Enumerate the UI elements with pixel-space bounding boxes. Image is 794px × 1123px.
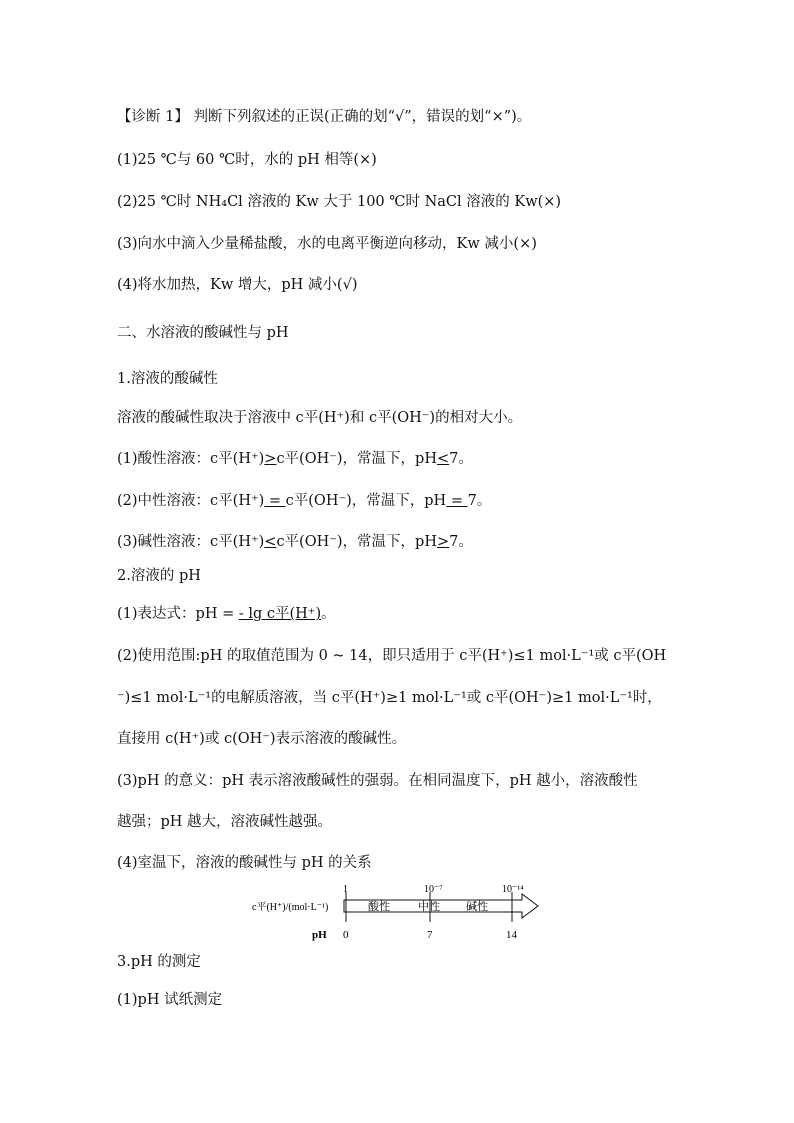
ph-paper-line: (1)pH 试纸测定 bbox=[117, 992, 223, 1008]
top-tick-label: 10⁻⁷ bbox=[424, 884, 443, 895]
bottom-tick-label: 7 bbox=[427, 929, 433, 941]
subheading-ph-measurement: 3.pH 的测定 bbox=[117, 954, 201, 970]
answer-blank: = bbox=[264, 493, 286, 509]
ph-meaning-line-1: (3)pH 的意义：pH 表示溶液酸碱性的强弱。在相同温度下，pH 越小，溶液酸性 bbox=[117, 773, 638, 789]
ph-expression-line: (1)表达式：pH = - lg c平(H⁺)。 bbox=[117, 606, 336, 622]
ph-range-line-1: (2)使用范围:pH 的取值范围为 0 ~ 14，即只适用于 c平(H⁺)≤1 mol·L⁻¹或 c平(OH bbox=[117, 648, 667, 664]
neutral-solution-line: (2)中性溶液：c平(H⁺) = c平(OH⁻)，常温下，pH = 7。 bbox=[117, 493, 492, 509]
answer-blank: < bbox=[437, 451, 450, 467]
item-1: (1)25 ℃与 60 ℃时，水的 pH 相等(×) bbox=[117, 152, 377, 168]
answer-blank: - lg c平(H⁺) bbox=[238, 606, 322, 622]
acidic-solution-line: (1)酸性溶液：c平(H⁺)>c平(OH⁻)，常温下，pH<7。 bbox=[117, 451, 473, 467]
acidity-description: 溶液的酸碱性取决于溶液中 c平(H⁺)和 c平(OH⁻)的相对大小。 bbox=[117, 410, 523, 426]
subheading-ph: 2.溶液的 pH bbox=[117, 568, 201, 584]
ph-scale-diagram bbox=[252, 882, 552, 944]
ph-relation-line: (4)室温下，溶液的酸碱性与 pH 的关系 bbox=[117, 855, 372, 871]
region-label-acidic: 酸性 bbox=[368, 901, 390, 913]
item-3: (3)向水中滴入少量稀盐酸，水的电离平衡逆向移动，Kw 减小(×) bbox=[117, 236, 537, 252]
ph-range-line-2: ⁻)≤1 mol·L⁻¹的电解质溶液，当 c平(H⁺)≥1 mol·L⁻¹或 c平(OH⁻)≥1 mol·L⁻¹时， bbox=[117, 690, 662, 706]
bottom-tick-label: 14 bbox=[506, 929, 517, 941]
answer-blank: < bbox=[264, 534, 277, 550]
top-tick-label: 10⁻¹⁴ bbox=[502, 884, 524, 895]
top-tick-label: 1 bbox=[343, 884, 348, 895]
region-label-basic: 碱性 bbox=[466, 901, 488, 913]
basic-solution-line: (3)碱性溶液：c平(H⁺)<c平(OH⁻)，常温下，pH>7。 bbox=[117, 534, 473, 550]
item-2: (2)25 ℃时 NH₄Cl 溶液的 Kw 大于 100 ℃时 NaCl 溶液的 Kw(×) bbox=[117, 194, 562, 210]
item-4: (4)将水加热，Kw 增大，pH 减小(√) bbox=[117, 277, 358, 293]
bottom-tick-label: 0 bbox=[343, 929, 349, 941]
subheading-acidity: 1.溶液的酸碱性 bbox=[117, 371, 218, 387]
answer-blank: > bbox=[437, 534, 450, 550]
diagnosis-heading: 【诊断 1】 判断下列叙述的正误(正确的划“√”，错误的划“×”)。 bbox=[117, 109, 532, 125]
ph-axis-label: pH bbox=[312, 929, 327, 941]
concentration-axis-label: c平(H⁺)/(mol·L⁻¹) bbox=[252, 902, 329, 913]
answer-blank: > bbox=[264, 451, 277, 467]
ph-range-line-3: 直接用 c(H⁺)或 c(OH⁻)表示溶液的酸碱性。 bbox=[117, 731, 407, 747]
section-heading: 二、水溶液的酸碱性与 pH bbox=[117, 325, 289, 341]
region-label-neutral: 中性 bbox=[418, 901, 440, 913]
ph-meaning-line-2: 越强；pH 越大，溶液碱性越强。 bbox=[117, 814, 333, 830]
answer-blank: = bbox=[446, 493, 468, 509]
